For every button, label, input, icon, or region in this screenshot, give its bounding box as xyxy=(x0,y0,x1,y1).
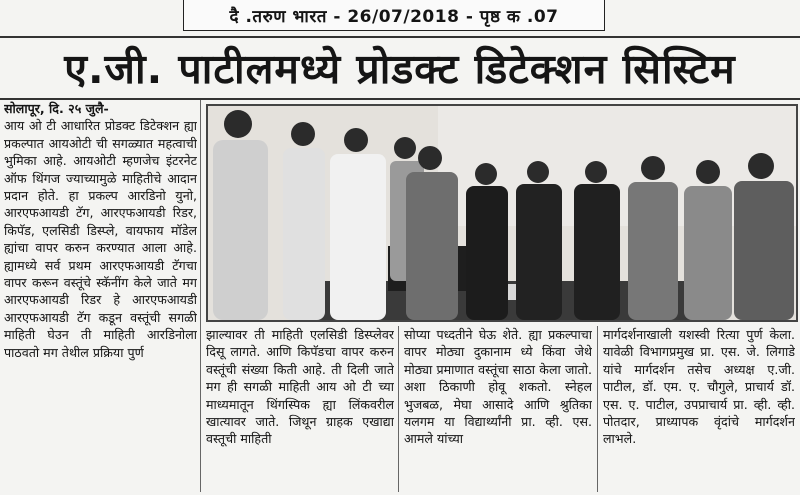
article-column-2 xyxy=(206,326,394,492)
group-photo-illustration xyxy=(208,106,796,320)
article-column-4-text: मार्गदर्शनाखाली यशस्वी रित्या पुर्ण केला. यावेळी विभागप्रमुख प्रा. एस. जे. लिगाडे यांचे मार्गदर्शन तसेच अध्यक्ष ए.जी. पाटील, डॉ. एम. ए. चौगुले, प्राचार्य डॉ. एस. ए. पाटील, उपप्राचार्य प्रा. व्ही. व्ही. पोतदार, प्राध्यापक वृंदांचे मार्गदर्शन लाभले. xyxy=(603,327,795,447)
column-divider xyxy=(398,326,399,492)
article-headline: ए.जी. पाटीलमध्ये प्रोडक्ट डिटेक्शन सिस्टिम xyxy=(0,36,800,100)
column-divider xyxy=(200,100,201,492)
article-column-3 xyxy=(404,326,592,492)
article-column-1 xyxy=(4,100,197,492)
article-column-4 xyxy=(603,326,795,492)
article-dateline: सोलापूर, दि. २५ जुलै- xyxy=(4,101,109,116)
article-column-3-text: सोप्या पध्दतीने घेऊ शेते. ह्या प्रकल्पाचा वापर मोठ्या दुकानाम ध्ये किंवा जेथे मोठ्या प्रमाणात वस्तूंचा साठा केला जातो. अशा ठिकाणी होवू शकतो. स्नेहल भुजबळ, मेघा आसादे आणि श्रुतिका यलगम या विद्यार्थ्यांनी प्रा. व्ही. एस. आमले यांच्या xyxy=(404,327,592,447)
article-column-1-text: आय ओ टी आधारित प्रोडक्ट डिटेक्शन ह्या प्रकल्पात आयओटी ची सगळ्यात महत्वाची भुमिका आहे. आयओटी म्हणजेच इंटरनेट ऑफ थिंगज ज्याच्यामुळे माहितीचे आदान प्रदान होते. हा प्रकल्प आरडिनो युनो, आरएफआयडी टॅग, आरएफआयडी रिडर, किपॅड, एलसिडी डिस्प्ले, वायफाय मॉडेल ह्यांचा वापर करुन करण्यात आला आहे. ह्यामध्ये सर्व प्रथम आरएफआयडी टॅगचा वापर करून वस्तूंचे स्कॅनींग केले जाते मग आरएफआयडी रिडर हे आरएफआयडी आरएफआयडी टॅग कडून वस्तूंची सगळी माहिती घेउन ती माहिती आरडिनोला पाठवतो मग तेथील प्रक्रिया पुर्ण xyxy=(4,118,197,360)
newspaper-masthead: दै .तरुण भारत - 26/07/2018 - पृष्ठ क .07 xyxy=(183,0,605,31)
column-divider xyxy=(597,326,598,492)
article-group-photo xyxy=(206,104,798,322)
article-column-2-text: झाल्यावर ती माहिती एलसिडी डिस्प्लेवर दिसू लागते. आणि किपॅडचा वापर करुन वस्तूंची संख्या किती आहे. ती दिली जाते मग ही सगळी माहिती आय ओ टी च्या माध्यमातून थिंगस्पिक ह्या लिंकवरील खात्यावर जाते. जिथून ग्राहक एखाद्या वस्तूची माहिती xyxy=(206,327,394,447)
